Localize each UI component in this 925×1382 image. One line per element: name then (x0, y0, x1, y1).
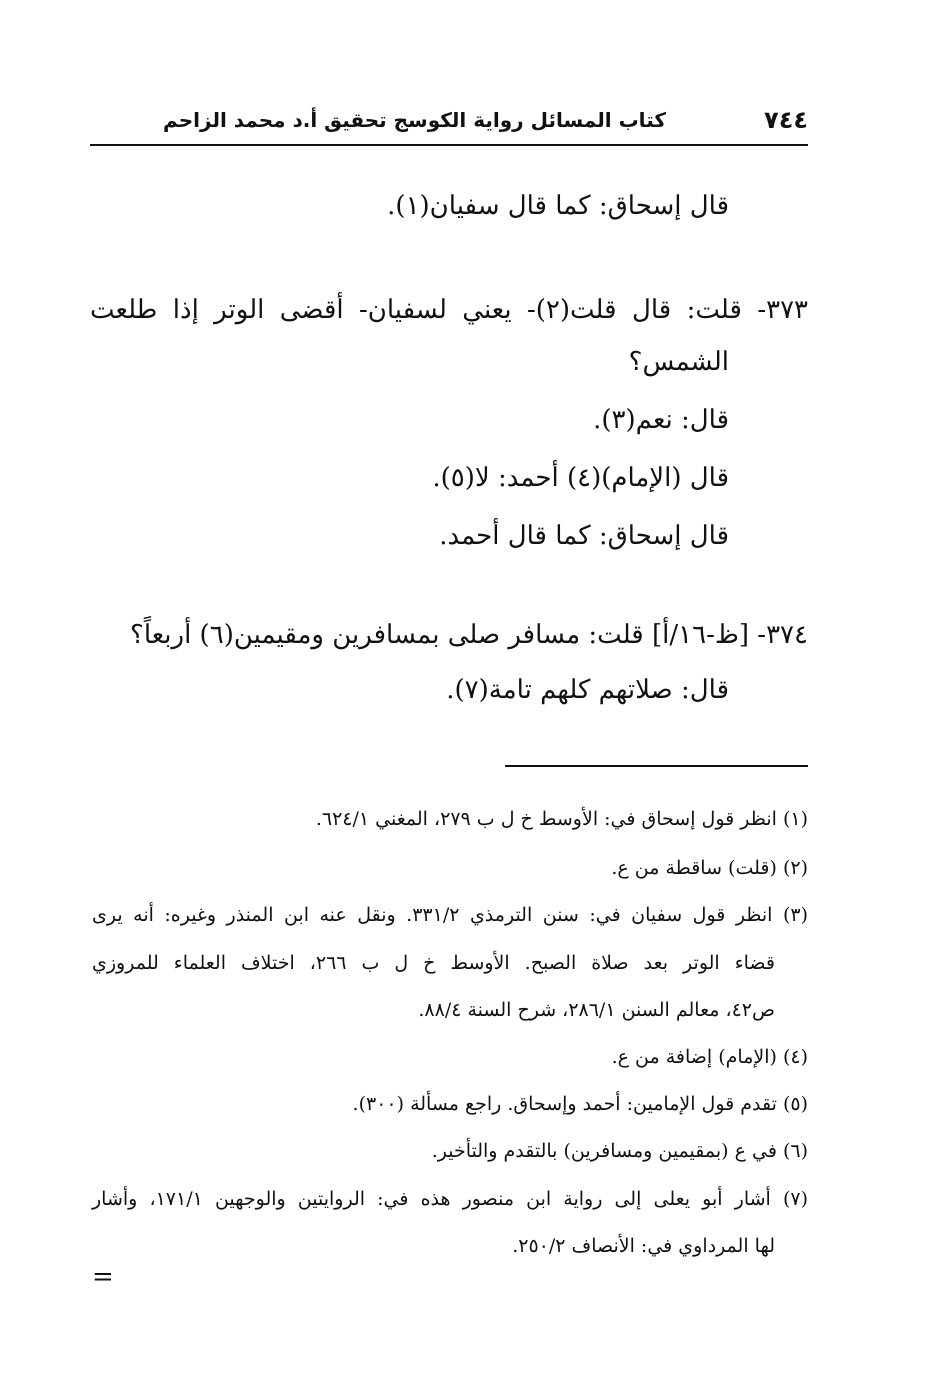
footnote-3: (٣) انظر قول سفيان في: سنن الترمذي ٣٣١/٢. ونقل عنه ابن المنذر وغيره: أنه يرى (92, 904, 808, 926)
footnote-7-cont: لها المرداوي في: الأنصاف ٢٥٠/٢. (512, 1235, 775, 1257)
footnote-3-cont: قضاء الوتر بعد صلاة الصبح. الأوسط خ ل ب ٢٦٦، اختلاف العلماء للمروزي (92, 952, 775, 974)
footnote-7: (٧) أشار أبو يعلى إلى رواية ابن منصور هذه في: الروايتين والوجهين ١٧١/١، وأشار (92, 1188, 808, 1210)
body-line: قال (الإمام)(٤) أحمد: لا(٥). (432, 463, 729, 493)
footnote-1: (١) انظر قول إسحاق في: الأوسط خ ل ب ٢٧٩، المغني ٦٢٤/١. (315, 808, 808, 830)
book-title: كتاب المسائل رواية الكوسج تحقيق أ.د محمد الزاحم (163, 108, 666, 132)
body-line: قال إسحاق: كما قال أحمد. (439, 521, 729, 551)
footnote-separator (505, 765, 808, 767)
footnote-4: (٤) (الإمام) إضافة من ع. (611, 1046, 808, 1068)
body-line: قال إسحاق: كما قال سفيان(١). (387, 191, 729, 221)
page-end-mark: = (92, 1262, 114, 1292)
body-line: قال: نعم(٣). (593, 405, 729, 435)
footnote-3-cont: ص٤٢، معالم السنن ٢٨٦/١، شرح السنة ٨٨/٤. (418, 999, 775, 1021)
issue-374-line: ٣٧٤- [ظ-١٦/أ] قلت: مسافر صلى بمسافرين ومقيمين(٦) أربعاً؟ (130, 620, 808, 650)
footnote-2: (٢) (قلت) ساقطة من ع. (611, 857, 808, 879)
issue-373-line: ٣٧٣- قلت: قال قلت(٢)- يعني لسفيان- أقضى الوتر إذا طلعت (90, 295, 809, 325)
page-number: ٧٤٤ (764, 106, 808, 134)
body-line: قال: صلاتهم كلهم تامة(٧). (446, 675, 729, 705)
footnote-5: (٥) تقدم قول الإمامين: أحمد وإسحاق. راجع مسألة (٣٠٠). (352, 1093, 808, 1115)
footnote-6: (٦) في ع (بمقيمين ومسافرين) بالتقدم والتأخير. (431, 1140, 808, 1162)
body-line: الشمس؟ (628, 347, 729, 377)
running-header (90, 100, 808, 146)
